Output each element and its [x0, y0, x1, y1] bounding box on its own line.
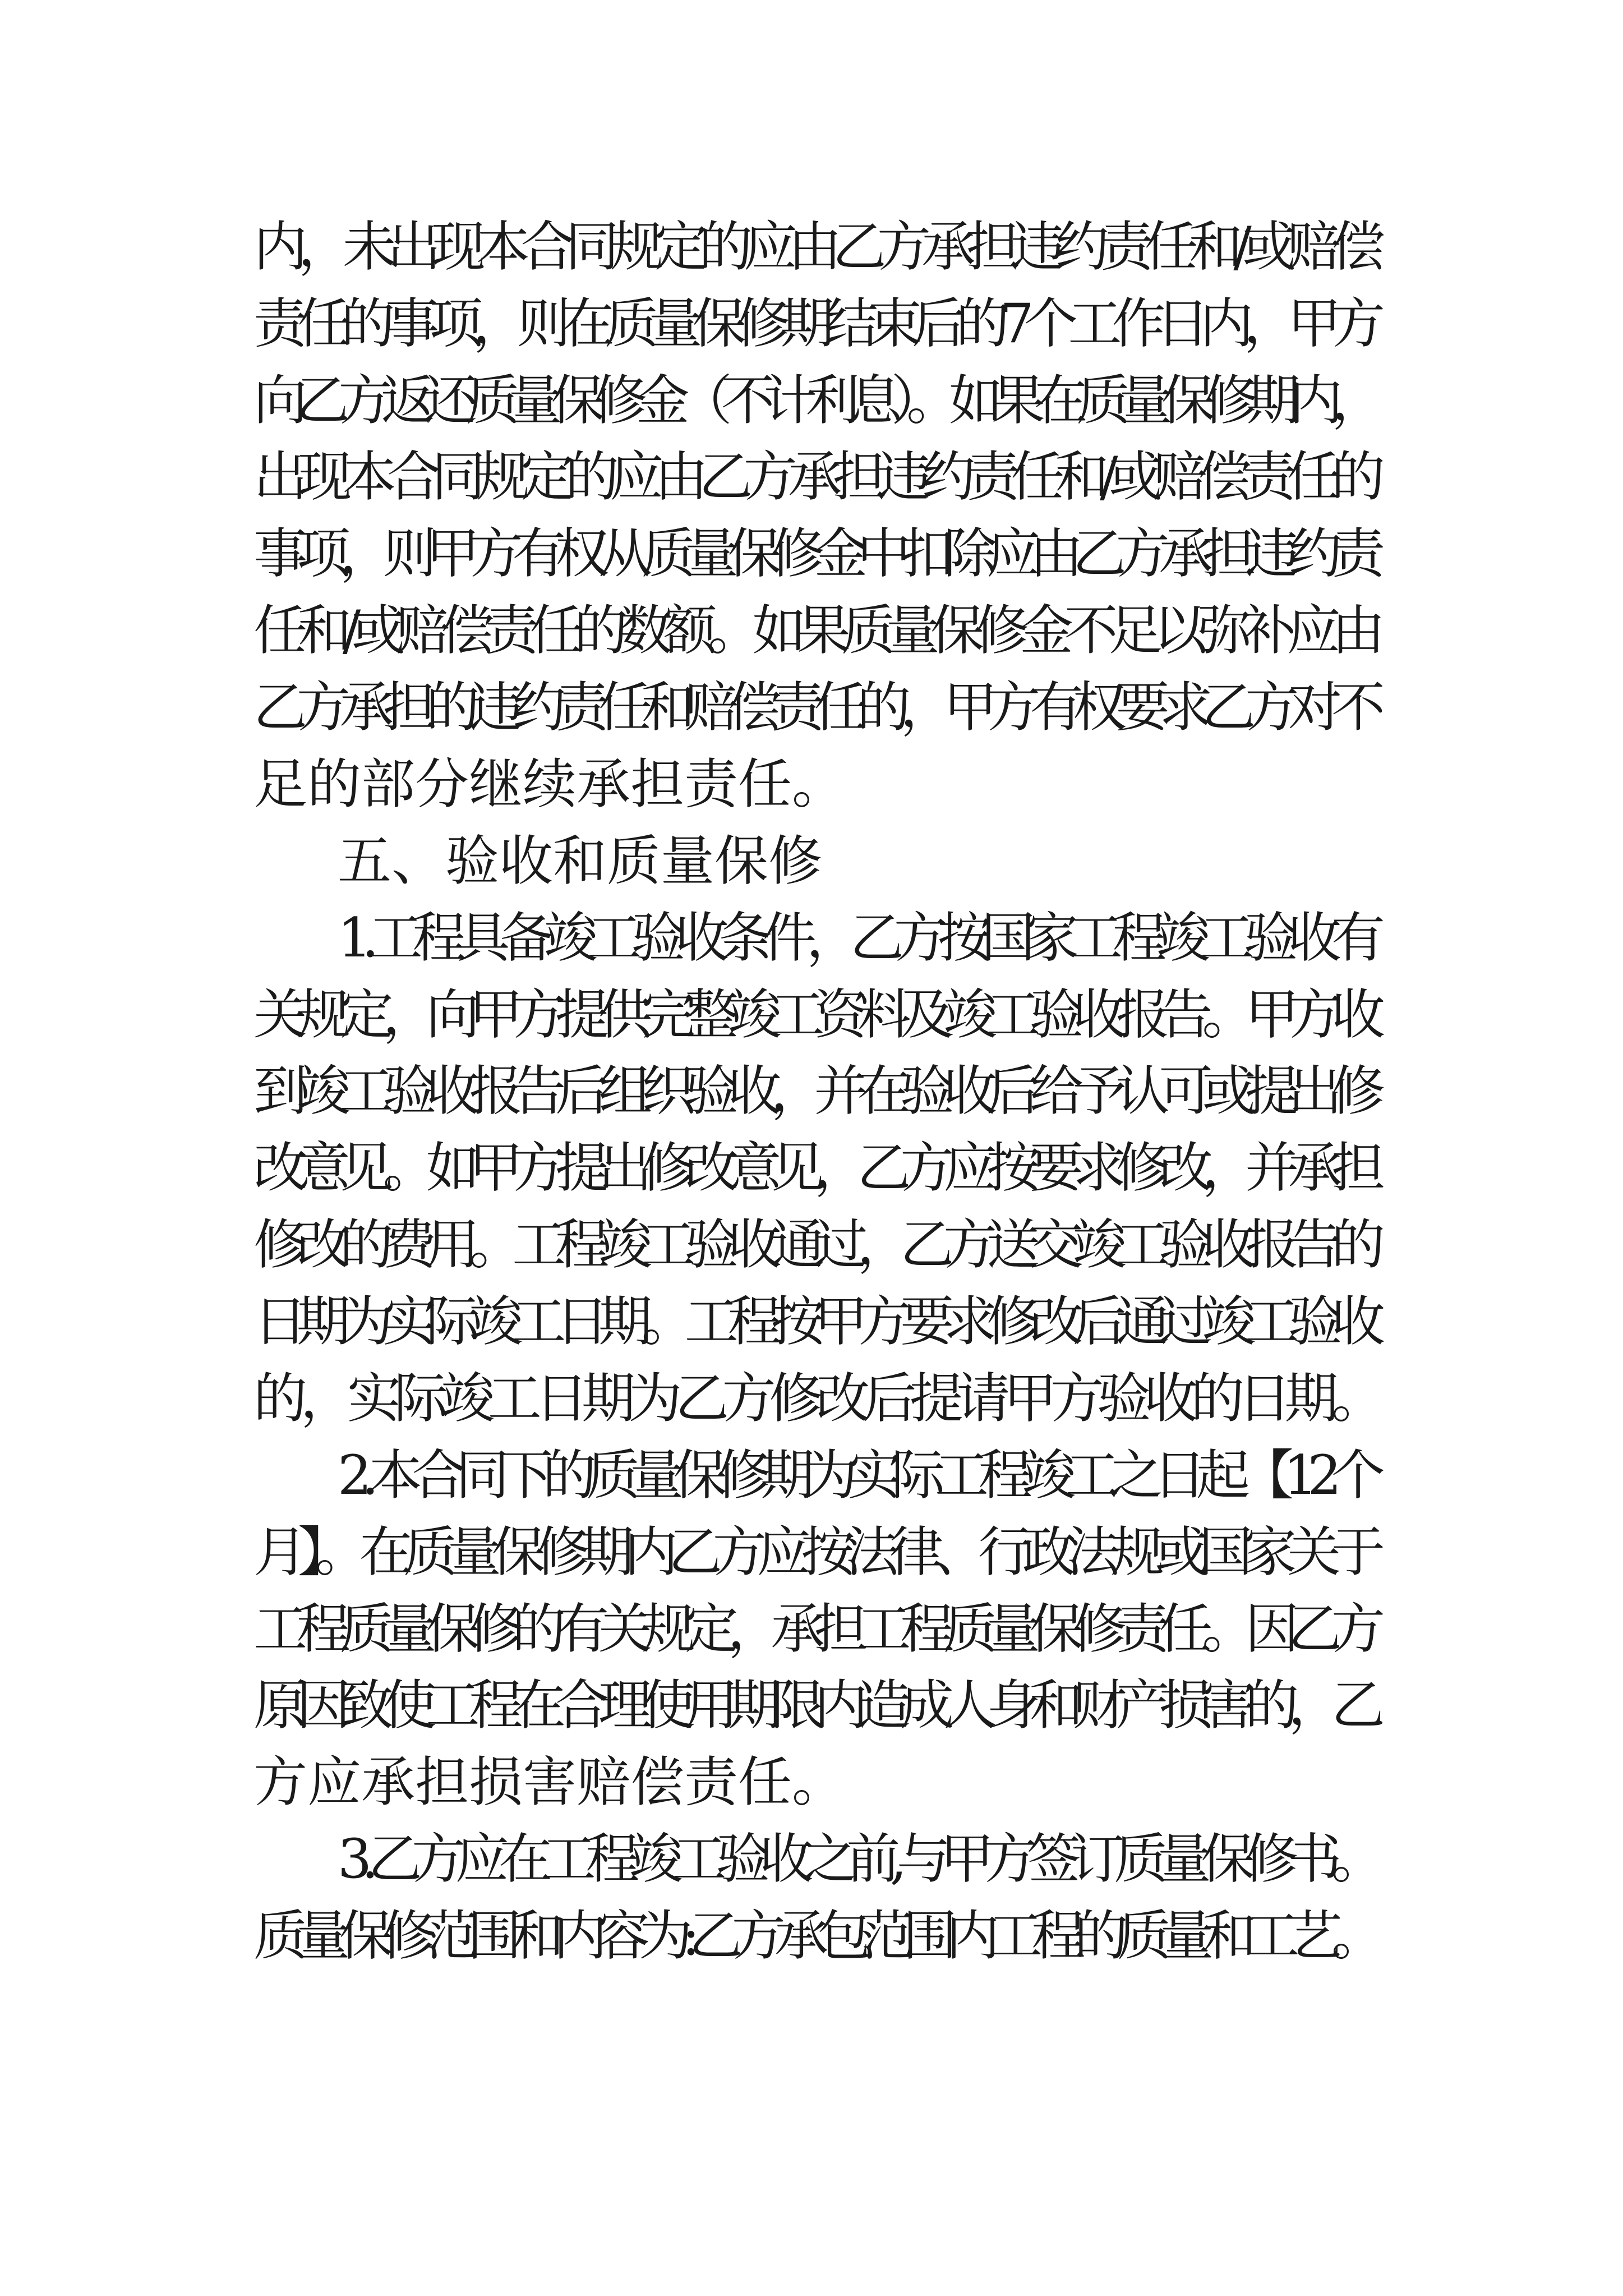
- text-line-22: 3.乙方应在工程竣工验收之前,与甲方签订质量保修书。: [338, 1828, 1375, 1890]
- text-line-12: 到竣工验收报告后组织验收，并在验收后给予认可或提出修: [253, 1060, 1375, 1122]
- text-line-4: 出现本合同规定的应由乙方承担违约责任和/或赔偿责任的: [253, 445, 1376, 508]
- text-line-11: 关规定，向甲方提供完整竣工资料及竣工验收报告。甲方收: [253, 983, 1375, 1046]
- text-line-6: 任和/或赔偿责任的数额。如果质量保修金不足以弥补应由: [253, 599, 1376, 662]
- text-line-21: 方应承担损害赔偿责任。: [253, 1751, 846, 1814]
- text-line-2: 责任的事项，则在质量保修期结束后的7个工作日内，甲方: [253, 292, 1376, 355]
- text-line-16: 的，实际竣工日期为乙方修改后提请甲方验收的日期。: [253, 1367, 1378, 1430]
- text-line-7: 乙方承担的违约责任和赔偿责任的，甲方有权要求乙方对不: [253, 676, 1375, 739]
- text-line-13: 改意见。如甲方提出修改意见，乙方应按要求修改，并承担: [253, 1137, 1375, 1199]
- text-line-1: 内，未出现本合同规定的应由乙方承担违约责任和/或赔偿: [253, 215, 1376, 278]
- text-line-18: 月】。在质量保修期内乙方应按法律、行政法规或国家关于: [253, 1521, 1376, 1584]
- text-line-8: 足的部分继续承担责任。: [253, 753, 846, 816]
- text-line-3: 向乙方返还质量保修金（不计利息）。如果在质量保修期内，: [253, 369, 1374, 432]
- text-line-14: 修改的费用。工程竣工验收通过，乙方送交竣工验收报告的: [253, 1213, 1375, 1276]
- text-line-10: 1.工程具备竣工验收条件，乙方按国家工程竣工验收有: [338, 907, 1376, 969]
- text-line-15: 日期为实际竣工日期。工程按甲方要求修改后通过竣工验收: [253, 1290, 1375, 1353]
- text-line-19: 工程质量保修的有关规定，承担工程质量保修责任。因乙方: [253, 1598, 1375, 1660]
- text-line-5: 事项，则甲方有权从质量保修金中扣除应由乙方承担违约责: [253, 522, 1375, 585]
- text-line-23: 质量保修范围和内容为:乙方承包范围内工程的质量和工艺。: [253, 1904, 1375, 1967]
- text-line-20: 原因致使工程在合理使用期限内造成人身和财产损害的，乙: [253, 1674, 1375, 1737]
- section-heading: 五、验收和质量保修: [338, 830, 822, 892]
- text-line-17: 2.本合同下的质量保修期为实际工程竣工之日起【12个: [338, 1444, 1375, 1507]
